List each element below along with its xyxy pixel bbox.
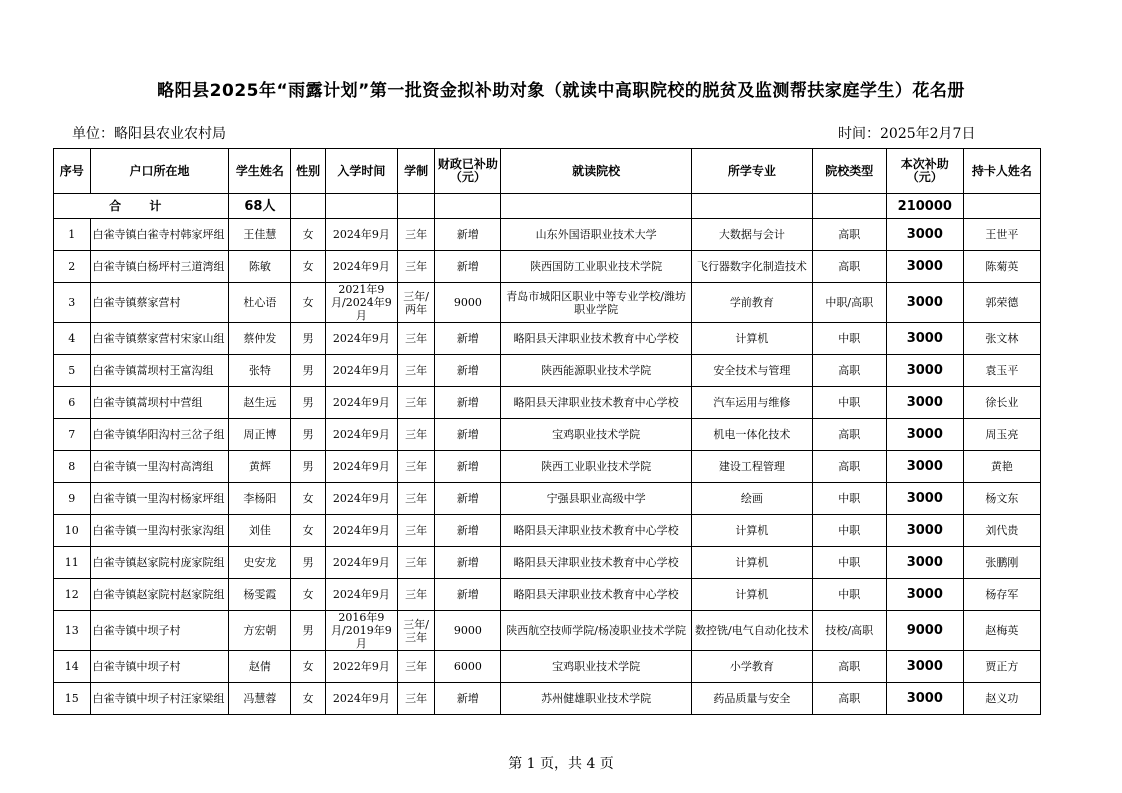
cell-no: 6: [54, 387, 91, 419]
header-cardholder: 持卡人姓名: [963, 149, 1040, 194]
table-row: [54, 515, 1041, 547]
cell-school: 宝鸡职业技术学院: [501, 419, 692, 451]
cell-address: 白雀寺镇蔡家营村宋家山组: [90, 323, 229, 355]
cell-duration: 三年: [397, 483, 435, 515]
cell-student-name: 史安龙: [229, 547, 291, 579]
header-school-type: 院校类型: [812, 149, 886, 194]
cell-enroll-date: 2021年9月/2024年9月: [325, 283, 397, 323]
cell-address: 白雀寺镇白杨坪村三道湾组: [90, 251, 229, 283]
cell-major: 计算机: [692, 515, 813, 547]
cell-school: 略阳县天津职业技术教育中心学校: [501, 579, 692, 611]
cell-paid-subsidy: 新增: [435, 579, 501, 611]
date-label: 时间：2025年2月7日: [838, 126, 976, 142]
cell-no: 12: [54, 579, 91, 611]
cell-paid-subsidy: 新增: [435, 419, 501, 451]
cell-enroll-date: 2024年9月: [325, 683, 397, 715]
cell-cardholder: 赵梅英: [963, 611, 1040, 651]
cell-paid-subsidy: 新增: [435, 355, 501, 387]
cell-student-name: 赵生远: [229, 387, 291, 419]
cell-gender: 女: [291, 515, 325, 547]
header-address: 户口所在地: [90, 149, 229, 194]
cell-school: 陕西工业职业技术学院: [501, 451, 692, 483]
cell-address: 白雀寺镇中坝子村: [90, 611, 229, 651]
cell-cardholder: 陈菊英: [963, 251, 1040, 283]
cell-enroll-date: 2024年9月: [325, 579, 397, 611]
cell-address: 白雀寺镇白雀寺村韩家坪组: [90, 219, 229, 251]
cell-school: 山东外国语职业技术大学: [501, 219, 692, 251]
cell-school-type: 中职: [812, 547, 886, 579]
cell-paid-subsidy: 新增: [435, 219, 501, 251]
cell-address: 白雀寺镇中坝子村: [90, 651, 229, 683]
header-no: 序号: [54, 149, 91, 194]
cell-current-subsidy: 9000: [886, 611, 963, 651]
cell-student-name: 杨雯霞: [229, 579, 291, 611]
header-current-subsidy: 本次补助（元）: [886, 149, 963, 194]
cell-paid-subsidy: 6000: [435, 651, 501, 683]
cell-current-subsidy: 3000: [886, 483, 963, 515]
cell-school: 略阳县天津职业技术教育中心学校: [501, 323, 692, 355]
cell-gender: 男: [291, 451, 325, 483]
cell-school: 陕西航空技师学院/杨凌职业技术学院: [501, 611, 692, 651]
cell-current-subsidy: 3000: [886, 419, 963, 451]
cell-current-subsidy: 3000: [886, 387, 963, 419]
cell-duration: 三年: [397, 515, 435, 547]
header-student-name: 学生姓名: [229, 149, 291, 194]
cell-cardholder: 周玉亮: [963, 419, 1040, 451]
cell-cardholder: 杨存军: [963, 579, 1040, 611]
cell-enroll-date: 2024年9月: [325, 251, 397, 283]
cell-cardholder: 张文林: [963, 323, 1040, 355]
cell-school-type: 高职: [812, 651, 886, 683]
cell-duration: 三年/三年: [397, 611, 435, 651]
cell-student-name: 张特: [229, 355, 291, 387]
cell-enroll-date: 2024年9月: [325, 387, 397, 419]
cell-major: 计算机: [692, 547, 813, 579]
cell-school-type: 中职: [812, 323, 886, 355]
cell-no: 5: [54, 355, 91, 387]
table-row: [54, 283, 1041, 323]
cell-no: 8: [54, 451, 91, 483]
cell-duration: 三年: [397, 219, 435, 251]
table-row: [54, 611, 1041, 651]
cell-major: 飞行器数字化制造技术: [692, 251, 813, 283]
cell-cardholder: 王世平: [963, 219, 1040, 251]
cell-major: 绘画: [692, 483, 813, 515]
table-row: [54, 323, 1041, 355]
total-label: 合 计: [54, 194, 229, 219]
cell-school: 略阳县天津职业技术教育中心学校: [501, 547, 692, 579]
cell-address: 白雀寺镇赵家院村赵家院组: [90, 579, 229, 611]
table-row: [54, 451, 1041, 483]
cell-school-type: 中职: [812, 579, 886, 611]
cell-school-type: 高职: [812, 251, 886, 283]
cell-no: 10: [54, 515, 91, 547]
cell-gender: 女: [291, 251, 325, 283]
cell-duration: 三年: [397, 579, 435, 611]
cell-cardholder: 赵义功: [963, 683, 1040, 715]
cell-school-type: 中职: [812, 387, 886, 419]
cell-student-name: 赵倩: [229, 651, 291, 683]
cell-gender: 男: [291, 611, 325, 651]
table-row: [54, 419, 1041, 451]
cell-current-subsidy: 3000: [886, 579, 963, 611]
cell-gender: 女: [291, 483, 325, 515]
cell-duration: 三年: [397, 651, 435, 683]
cell-duration: 三年: [397, 355, 435, 387]
cell-major: 计算机: [692, 579, 813, 611]
table-row: [54, 579, 1041, 611]
cell-duration: 三年: [397, 251, 435, 283]
cell-paid-subsidy: 新增: [435, 547, 501, 579]
cell-address: 白雀寺镇华阳沟村三岔子组: [90, 419, 229, 451]
total-count: 68人: [229, 194, 291, 219]
cell-current-subsidy: 3000: [886, 283, 963, 323]
cell-school: 陕西国防工业职业技术学院: [501, 251, 692, 283]
cell-paid-subsidy: 新增: [435, 251, 501, 283]
cell-duration: 三年: [397, 451, 435, 483]
table-row: [54, 483, 1041, 515]
cell-major: 建设工程管理: [692, 451, 813, 483]
cell-cardholder: 徐长业: [963, 387, 1040, 419]
cell-student-name: 冯慧蓉: [229, 683, 291, 715]
cell-no: 9: [54, 483, 91, 515]
table-row: [54, 219, 1041, 251]
cell-cardholder: 郭荣德: [963, 283, 1040, 323]
cell-major: 机电一体化技术: [692, 419, 813, 451]
cell-no: 1: [54, 219, 91, 251]
cell-current-subsidy: 3000: [886, 651, 963, 683]
cell-current-subsidy: 3000: [886, 219, 963, 251]
table-row: [54, 387, 1041, 419]
cell-student-name: 李杨阳: [229, 483, 291, 515]
cell-school: 略阳县天津职业技术教育中心学校: [501, 515, 692, 547]
cell-current-subsidy: 3000: [886, 683, 963, 715]
cell-cardholder: 张鹏刚: [963, 547, 1040, 579]
cell-address: 白雀寺镇赵家院村庞家院组: [90, 547, 229, 579]
cell-school: 苏州健雄职业技术学院: [501, 683, 692, 715]
cell-current-subsidy: 3000: [886, 547, 963, 579]
cell-student-name: 陈敏: [229, 251, 291, 283]
header-paid-subsidy: 财政已补助（元）: [435, 149, 501, 194]
cell-duration: 三年: [397, 547, 435, 579]
cell-school: 宝鸡职业技术学院: [501, 651, 692, 683]
cell-gender: 女: [291, 219, 325, 251]
cell-school: 青岛市城阳区职业中等专业学校/潍坊职业学院: [501, 283, 692, 323]
cell-paid-subsidy: 新增: [435, 323, 501, 355]
cell-enroll-date: 2024年9月: [325, 451, 397, 483]
cell-school-type: 高职: [812, 355, 886, 387]
cell-school-type: 高职: [812, 419, 886, 451]
cell-address: 白雀寺镇一里沟村杨家坪组: [90, 483, 229, 515]
cell-duration: 三年: [397, 387, 435, 419]
cell-enroll-date: 2024年9月: [325, 515, 397, 547]
cell-paid-subsidy: 新增: [435, 387, 501, 419]
header-enroll-date: 入学时间: [325, 149, 397, 194]
cell-duration: 三年: [397, 323, 435, 355]
cell-enroll-date: 2024年9月: [325, 547, 397, 579]
cell-no: 14: [54, 651, 91, 683]
cell-cardholder: 杨文东: [963, 483, 1040, 515]
cell-no: 7: [54, 419, 91, 451]
cell-student-name: 王佳慧: [229, 219, 291, 251]
roster-table: [53, 148, 1041, 715]
page-footer: 第 1 页，共 4 页: [508, 756, 614, 772]
cell-gender: 女: [291, 683, 325, 715]
cell-student-name: 蔡仲发: [229, 323, 291, 355]
table-row: [54, 651, 1041, 683]
cell-major: 汽车运用与维修: [692, 387, 813, 419]
table-row: [54, 547, 1041, 579]
total-amount: 210000: [886, 194, 963, 219]
cell-gender: 男: [291, 355, 325, 387]
cell-student-name: 方宏朝: [229, 611, 291, 651]
cell-cardholder: 黄艳: [963, 451, 1040, 483]
cell-current-subsidy: 3000: [886, 251, 963, 283]
total-row: [54, 194, 1041, 219]
cell-cardholder: 刘代贵: [963, 515, 1040, 547]
cell-duration: 三年: [397, 683, 435, 715]
cell-major: 计算机: [692, 323, 813, 355]
cell-no: 15: [54, 683, 91, 715]
cell-gender: 男: [291, 387, 325, 419]
cell-school-type: 中职: [812, 515, 886, 547]
cell-school-type: 中职/高职: [812, 283, 886, 323]
cell-enroll-date: 2022年9月: [325, 651, 397, 683]
cell-no: 11: [54, 547, 91, 579]
cell-gender: 男: [291, 323, 325, 355]
header-gender: 性别: [291, 149, 325, 194]
cell-paid-subsidy: 9000: [435, 611, 501, 651]
cell-current-subsidy: 3000: [886, 451, 963, 483]
cell-student-name: 黄辉: [229, 451, 291, 483]
cell-gender: 女: [291, 651, 325, 683]
document-title: 略阳县2025年“雨露计划”第一批资金拟补助对象（就读中高职院校的脱贫及监测帮扶家庭学生）花名册: [157, 81, 965, 101]
cell-address: 白雀寺镇蒿坝村王富沟组: [90, 355, 229, 387]
cell-major: 药品质量与安全: [692, 683, 813, 715]
cell-cardholder: 袁玉平: [963, 355, 1040, 387]
cell-major: 安全技术与管理: [692, 355, 813, 387]
cell-address: 白雀寺镇中坝子村汪家梁组: [90, 683, 229, 715]
header-major: 所学专业: [692, 149, 813, 194]
cell-school: 宁强县职业高级中学: [501, 483, 692, 515]
cell-student-name: 杜心语: [229, 283, 291, 323]
cell-school-type: 高职: [812, 683, 886, 715]
cell-current-subsidy: 3000: [886, 323, 963, 355]
cell-duration: 三年: [397, 419, 435, 451]
cell-gender: 男: [291, 547, 325, 579]
cell-no: 13: [54, 611, 91, 651]
cell-school-type: 高职: [812, 451, 886, 483]
table-row: [54, 683, 1041, 715]
cell-major: 学前教育: [692, 283, 813, 323]
cell-duration: 三年/两年: [397, 283, 435, 323]
cell-no: 3: [54, 283, 91, 323]
cell-current-subsidy: 3000: [886, 515, 963, 547]
cell-school-type: 技校/高职: [812, 611, 886, 651]
cell-school-type: 中职: [812, 483, 886, 515]
cell-paid-subsidy: 9000: [435, 283, 501, 323]
cell-school-type: 高职: [812, 219, 886, 251]
cell-gender: 女: [291, 579, 325, 611]
cell-paid-subsidy: 新增: [435, 483, 501, 515]
cell-gender: 女: [291, 283, 325, 323]
cell-school: 略阳县天津职业技术教育中心学校: [501, 387, 692, 419]
unit-label: 单位：略阳县农业农村局: [72, 126, 226, 142]
cell-current-subsidy: 3000: [886, 355, 963, 387]
cell-address: 白雀寺镇蒿坝村中营组: [90, 387, 229, 419]
cell-enroll-date: 2024年9月: [325, 355, 397, 387]
cell-enroll-date: 2024年9月: [325, 323, 397, 355]
cell-school: 陕西能源职业技术学院: [501, 355, 692, 387]
cell-no: 2: [54, 251, 91, 283]
table-row: [54, 251, 1041, 283]
header-school: 就读院校: [501, 149, 692, 194]
header-duration: 学制: [397, 149, 435, 194]
cell-major: 数控铣/电气自动化技术: [692, 611, 813, 651]
cell-major: 小学教育: [692, 651, 813, 683]
cell-enroll-date: 2024年9月: [325, 419, 397, 451]
cell-student-name: 周正博: [229, 419, 291, 451]
cell-cardholder: 贾正方: [963, 651, 1040, 683]
table-row: [54, 355, 1041, 387]
cell-no: 4: [54, 323, 91, 355]
cell-paid-subsidy: 新增: [435, 451, 501, 483]
cell-student-name: 刘佳: [229, 515, 291, 547]
cell-enroll-date: 2016年9月/2019年9月: [325, 611, 397, 651]
cell-address: 白雀寺镇一里沟村高湾组: [90, 451, 229, 483]
cell-paid-subsidy: 新增: [435, 515, 501, 547]
cell-enroll-date: 2024年9月: [325, 483, 397, 515]
cell-address: 白雀寺镇一里沟村张家沟组: [90, 515, 229, 547]
cell-major: 大数据与会计: [692, 219, 813, 251]
header-row: [54, 149, 1041, 194]
cell-gender: 男: [291, 419, 325, 451]
cell-address: 白雀寺镇蔡家营村: [90, 283, 229, 323]
cell-paid-subsidy: 新增: [435, 683, 501, 715]
cell-enroll-date: 2024年9月: [325, 219, 397, 251]
